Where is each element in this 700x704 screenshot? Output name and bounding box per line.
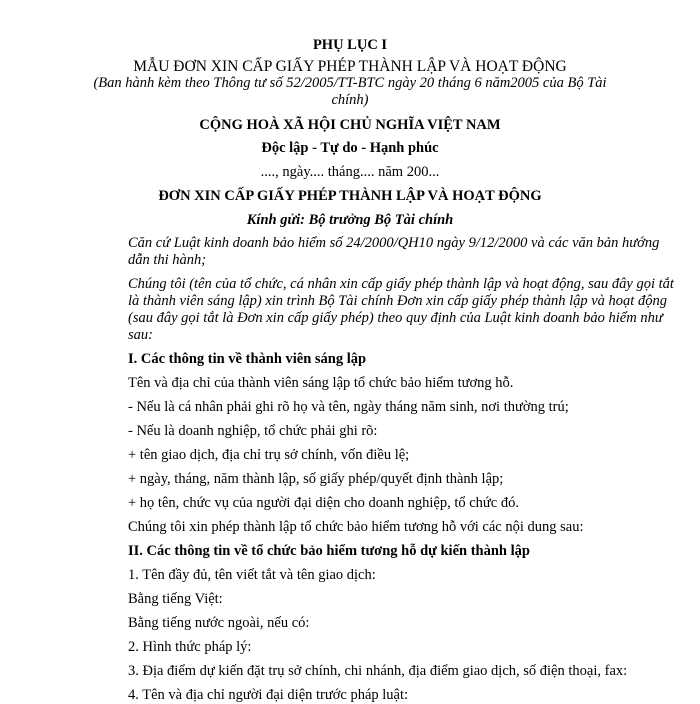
application-title: ĐƠN XIN CẤP GIẤY PHÉP THÀNH LẬP VÀ HOẠT ĐỘNG <box>158 188 542 204</box>
section-1-line: + ngày, tháng, năm thành lập, số giấy phép/quyết định thành lập; <box>128 471 504 487</box>
preamble-line: dẫn thi hành; <box>128 252 207 268</box>
issuance-note-line-2: chính) <box>331 92 369 108</box>
section-1-line: Chúng tôi xin phép thành lập tổ chức bảo hiểm tương hỗ với các nội dung sau: <box>128 519 584 535</box>
section-1-line: Tên và địa chỉ của thành viên sáng lập tổ chức bảo hiểm tương hỗ. <box>128 375 514 391</box>
section-1-line: - Nếu là doanh nghiệp, tổ chức phải ghi rõ: <box>128 423 378 439</box>
intro-line: là thành viên sáng lập) xin trình Bộ Tài chính Đơn xin cấp giấy phép thành lập và hoạt động <box>128 293 667 309</box>
country-name: CỘNG HOÀ XÃ HỘI CHỦ NGHĨA VIỆT NAM <box>199 117 501 133</box>
section-2-line: 1. Tên đầy đủ, tên viết tắt và tên giao dịch: <box>128 567 376 583</box>
issuance-note-line-1: (Ban hành kèm theo Thông tư số 52/2005/TT-BTC ngày 20 tháng 6 năm2005 của Bộ Tài <box>93 75 607 91</box>
section-2-line: Bằng tiếng nước ngoài, nếu có: <box>128 615 310 631</box>
section-1-line: + họ tên, chức vụ của người đại diện cho doanh nghiệp, tổ chức đó. <box>128 495 519 511</box>
form-title: MẪU ĐƠN XIN CẤP GIẤY PHÉP THÀNH LẬP VÀ HOẠT ĐỘNG <box>133 58 567 75</box>
intro-line: sau: <box>128 327 153 343</box>
section-2-line: Bằng tiếng Việt: <box>128 591 223 607</box>
recipient: Kính gửi: Bộ trưởng Bộ Tài chính <box>246 212 454 228</box>
section-2-line: 3. Địa điểm dự kiến đặt trụ sở chính, chi nhánh, địa điểm giao dịch, số điện thoại, fax: <box>128 663 628 679</box>
section-1-line: + tên giao dịch, địa chỉ trụ sở chính, vốn điều lệ; <box>128 447 410 463</box>
preamble-line: Căn cứ Luật kinh doanh bảo hiểm số 24/2000/QH10 ngày 9/12/2000 và các văn bản hướng <box>128 235 660 251</box>
section-1-line: - Nếu là cá nhân phải ghi rõ họ và tên, ngày tháng năm sinh, nơi thường trú; <box>128 399 569 415</box>
section-2-line: 2. Hình thức pháp lý: <box>128 639 252 655</box>
date-line: ...., ngày.... tháng.... năm 200... <box>260 164 440 180</box>
motto: Độc lập - Tự do - Hạnh phúc <box>261 140 439 156</box>
section-1-heading: I. Các thông tin về thành viên sáng lập <box>128 351 367 367</box>
intro-line: Chúng tôi (tên của tổ chức, cá nhân xin cấp giấy phép thành lập và hoạt động, sau đây gọi tắt <box>128 276 674 292</box>
section-2-heading: II. Các thông tin về tổ chức bảo hiểm tương hỗ dự kiến thành lập <box>128 543 530 559</box>
section-2-line: 4. Tên và địa chỉ người đại diện trước pháp luật: <box>128 687 409 703</box>
intro-line: (sau đây gọi tắt là Đơn xin cấp giấy phép) theo quy định của Luật kinh doanh bảo hiểm như <box>128 310 663 326</box>
appendix-title: PHỤ LỤC I <box>312 37 388 53</box>
